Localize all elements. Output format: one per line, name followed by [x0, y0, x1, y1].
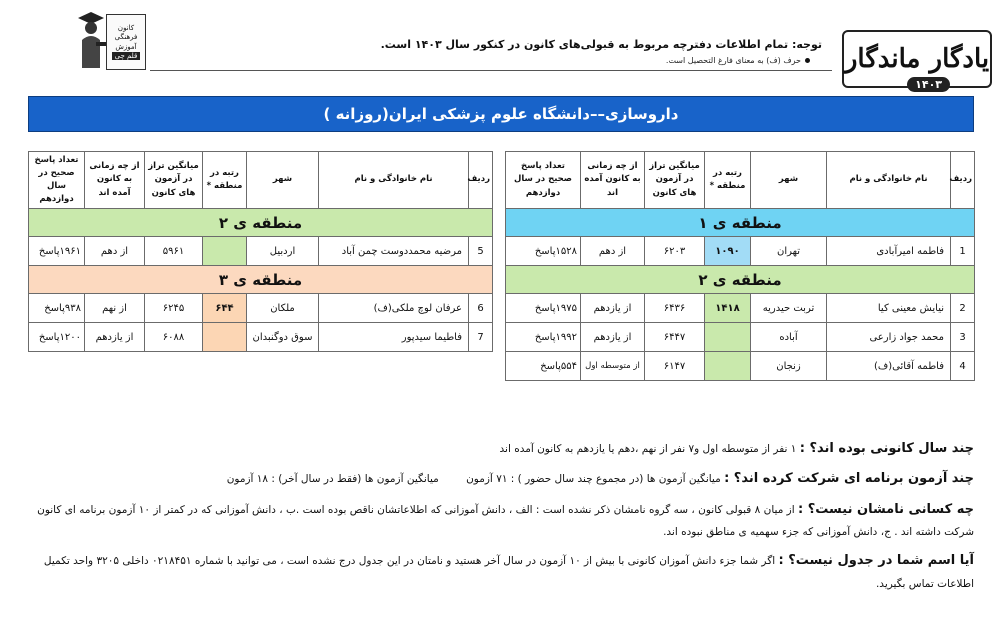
- cell-row: 7: [469, 323, 493, 352]
- col-header: رتبه در منطقه *: [705, 152, 751, 209]
- col-header: رتبه در منطقه *: [203, 152, 247, 209]
- cell-name: فاطمه امیرآبادی: [827, 237, 951, 266]
- question-years: چند سال کانونی بوده اند؟ :: [799, 441, 974, 456]
- results-table-left: [28, 151, 493, 352]
- cell-city: زنجان: [751, 352, 827, 381]
- brand-name: یادگار ماندگار: [844, 44, 990, 74]
- cell-since: از دهم: [85, 237, 145, 266]
- cell-row: 4: [951, 352, 975, 381]
- logo-line: آموزش: [115, 42, 137, 51]
- cell-avg: ۶۴۴۷: [645, 323, 705, 352]
- table-header: [506, 152, 975, 209]
- col-header: تعداد پاسخ صحیح در سال دوازدهم: [29, 152, 85, 209]
- table-header: [29, 152, 493, 209]
- brand-year: ۱۴۰۳: [907, 77, 950, 92]
- results-table-right: [505, 151, 975, 381]
- cell-row: 6: [469, 294, 493, 323]
- cell-answers: ۱۵۲۸پاسخ: [506, 237, 581, 266]
- table-row: [29, 294, 493, 323]
- region-label: منطقه ی ۲: [29, 209, 493, 237]
- cell-avg: ۵۹۶۱: [145, 237, 203, 266]
- cell-row: 3: [951, 323, 975, 352]
- cell-city: سوق دوگنبدان: [247, 323, 319, 352]
- logo-line: فرهنگی: [114, 33, 138, 42]
- col-header: میانگین تراز در آزمون های کانون: [645, 152, 705, 209]
- region-row: [29, 266, 493, 294]
- col-header: ردیف: [469, 152, 493, 209]
- cell-since: از متوسطه اول: [581, 352, 645, 381]
- cell-since: از دهم: [581, 237, 645, 266]
- cell-avg: ۶۱۴۷: [645, 352, 705, 381]
- cell-answers: ۱۹۷۵پاسخ: [506, 294, 581, 323]
- table-row: [506, 237, 975, 266]
- col-header: شهر: [247, 152, 319, 209]
- header-divider: [150, 70, 832, 71]
- table-row: [506, 352, 975, 381]
- cell-row: 2: [951, 294, 975, 323]
- table-row: [506, 323, 975, 352]
- question-contact: آیا اسم شما در جدول نیست؟ :: [778, 553, 974, 568]
- cell-row: 5: [469, 237, 493, 266]
- region-label: منطقه ی ۲: [506, 266, 975, 294]
- cell-city: آباده: [751, 323, 827, 352]
- answer-exams-last-year: میانگین آزمون ها (فقط در سال آخر) : ۱۸ آزمون: [226, 473, 439, 485]
- cell-city: تربت حیدریه: [751, 294, 827, 323]
- cell-rank: ۶۴۴: [203, 294, 247, 323]
- region-label: منطقه ی ۳: [29, 266, 493, 294]
- region-row: [29, 209, 493, 237]
- cell-city: تهران: [751, 237, 827, 266]
- cell-name: نیایش معینی کیا: [827, 294, 951, 323]
- cell-rank: ۱۰۹۰: [705, 237, 751, 266]
- table-row: [29, 323, 493, 352]
- col-header: نام خانوادگی و نام: [827, 152, 951, 209]
- cell-city: اردبیل: [247, 237, 319, 266]
- cell-rank: [203, 237, 247, 266]
- cell-city: ملکان: [247, 294, 319, 323]
- cell-answers: ۹۳۸پاسخ: [29, 294, 85, 323]
- header-note: توجه: تمام اطلاعات دفترچه مربوط به قبولی‌های کانون در کنکور سال ۱۴۰۳ است.: [380, 38, 822, 51]
- cell-name: محمد جواد زارعی: [827, 323, 951, 352]
- answer-contact: اگر شما جزء دانش آموزان کانونی با بیش از ۱۰ آزمون در سال آخر هستید و نامتان در این جدول درج نشده است ، می توانید با شماره ۰۲۱۸۴۵۱ داخلی ۳۲۰۵ واحد تکمیل اطلاعات تماس بگیرید.: [43, 555, 974, 590]
- qa-contact: [22, 548, 974, 595]
- region-row: [506, 209, 975, 237]
- cell-avg: ۶۰۸۸: [145, 323, 203, 352]
- col-header: از چه زمانی به کانون آمده اند: [85, 152, 145, 209]
- region-label: منطقه ی ۱: [506, 209, 975, 237]
- table-row: [29, 237, 493, 266]
- kanoon-sign: [106, 14, 146, 70]
- page-title: داروسازی––دانشگاه علوم پزشکی ایران(روزانه ): [28, 96, 974, 132]
- col-header: میانگین تراز در آزمون های کانون: [145, 152, 203, 209]
- question-missing: چه کسانی نامشان نیست؟ :: [798, 502, 974, 517]
- cell-rank: ۱۴۱۸: [705, 294, 751, 323]
- col-header: از چه زمانی به کانون آمده اند: [581, 152, 645, 209]
- graduate-icon: [76, 8, 106, 68]
- sub-note-text: حرف (ف) به معنای فارغ التحصیل است.: [665, 56, 801, 65]
- cell-name: فاطمه آقائی(ف): [827, 352, 951, 381]
- cell-answers: ۱۹۹۲پاسخ: [506, 323, 581, 352]
- cell-name: عرفان لوچ ملکی(ف): [319, 294, 469, 323]
- cell-rank: [203, 323, 247, 352]
- answer-years: ۱ نفر از متوسطه اول و۷ نفر از نهم ،دهم یا یازدهم به کانون آمده اند: [499, 443, 797, 455]
- header-sub-note: [666, 56, 810, 65]
- region-row: [506, 266, 975, 294]
- cell-name: مرضیه محمددوست چمن آباد: [319, 237, 469, 266]
- cell-answers: ۱۲۰۰پاسخ: [29, 323, 85, 352]
- cell-row: 1: [951, 237, 975, 266]
- cell-since: از یازدهم: [581, 294, 645, 323]
- table-row: [506, 294, 975, 323]
- cell-answers: ۱۹۶۱پاسخ: [29, 237, 85, 266]
- qa-exams: [22, 470, 974, 489]
- cell-rank: [705, 352, 751, 381]
- logo-line: قلم چی: [112, 52, 141, 60]
- brand-logo: [842, 30, 992, 91]
- answer-missing: از میان ۸ قبولی کانون ، سه گروه نامشان ذکر نشده است : الف ، دانش آموزانی که اطلاعاتشان ناقص بوده است .ب ، دانش آموزانی که در کمتر از ۱۰ آزمون برنامه ای کانون شرکت داشته اند . ج، دانش آموزانی که جزء سهمیه ی مناطق نبوده اند.: [37, 504, 974, 538]
- answer-exams-total: میانگین آزمون ها (در مجموع چند سال حضور ) : ۷۱ آزمون: [466, 473, 721, 485]
- qa-years: [22, 440, 974, 459]
- cell-avg: ۶۲۴۵: [145, 294, 203, 323]
- cell-avg: ۶۲۰۳: [645, 237, 705, 266]
- cell-since: از یازدهم: [581, 323, 645, 352]
- col-header: شهر: [751, 152, 827, 209]
- qa-missing: [22, 498, 974, 543]
- question-exams: چند آزمون برنامه ای شرکت کرده اند؟ :: [724, 471, 974, 486]
- col-header: تعداد پاسخ صحیح در سال دوازدهم: [506, 152, 581, 209]
- cell-name: فاطیما سیدپور: [319, 323, 469, 352]
- cell-since: از یازدهم: [85, 323, 145, 352]
- col-header: ردیف: [951, 152, 975, 209]
- cell-since: از نهم: [85, 294, 145, 323]
- kanoon-logo: [70, 4, 150, 72]
- cell-avg: ۶۴۳۶: [645, 294, 705, 323]
- cell-rank: [705, 323, 751, 352]
- logo-line: کانون: [117, 24, 135, 33]
- col-header: نام خانوادگی و نام: [319, 152, 469, 209]
- bullet-icon: [805, 58, 810, 63]
- cell-answers: ۵۵۴پاسخ: [506, 352, 581, 381]
